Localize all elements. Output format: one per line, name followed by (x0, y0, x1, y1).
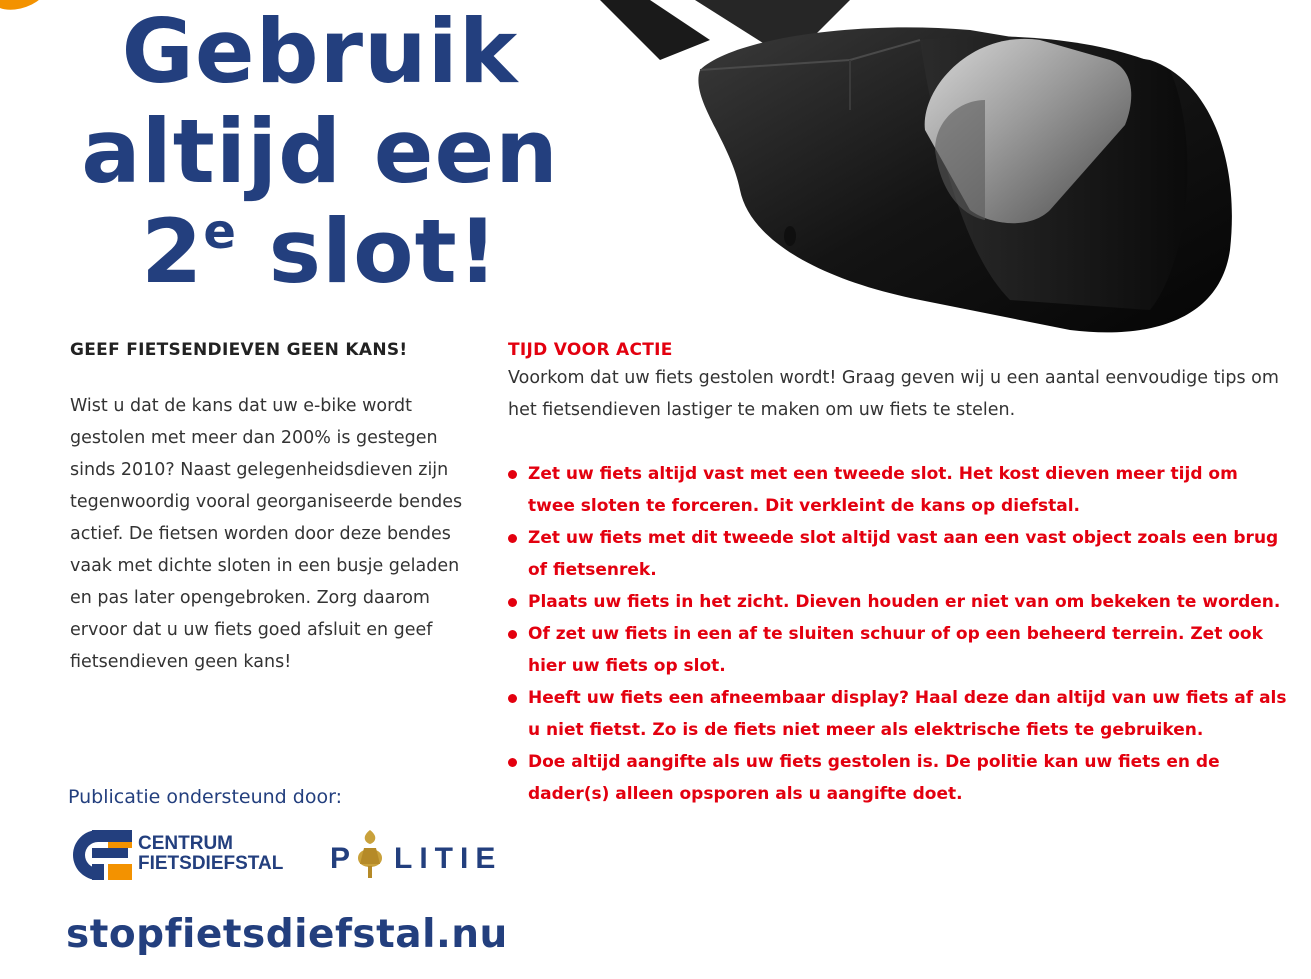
tip-text: Zet uw fiets met dit tweede slot altijd vast aan een vast object zoals een brug of fietsenrek. (528, 528, 1279, 580)
list-item (508, 522, 1288, 586)
politie-emblem-icon (352, 828, 392, 884)
headline-number: 2 (141, 200, 204, 303)
bullet-icon (508, 630, 517, 639)
tip-text: Plaats uw fiets in het zicht. Dieven houden er niet van om bekeken te worden. (528, 592, 1281, 612)
headline-line-3 (60, 202, 580, 302)
headline-rest: slot! (236, 200, 499, 303)
bullet-icon (508, 598, 517, 607)
list-item (508, 618, 1288, 682)
list-item (508, 682, 1288, 746)
headline (60, 2, 580, 302)
left-column (70, 340, 475, 678)
lead-paragraph: Voorkom dat uw fiets gestolen wordt! Graag geven wij u een aantal eenvoudige tips om het fietsendieven lastiger te maken om uw fiets te stelen. (508, 368, 1279, 420)
left-heading: GEEF FIETSENDIEVEN GEEN KANS! (70, 340, 408, 360)
right-column (508, 340, 1288, 810)
bike-lock-image (590, 0, 1311, 340)
tips-list (508, 458, 1288, 810)
bullet-icon (508, 470, 517, 479)
bullet-icon (508, 534, 517, 543)
centrum-fietsdiefstal-logo (68, 828, 308, 884)
right-heading: TIJD VOOR ACTIE (508, 340, 673, 360)
orange-corner-decoration (0, 0, 54, 17)
tip-text: Heeft uw fiets een afneembaar display? Haal deze dan altijd van uw fiets af als u niet fietst. Zo is de fiets niet meer als elektrische fiets te gebruiken. (528, 688, 1287, 740)
centrum-fietsdiefstal-icon (68, 830, 132, 880)
cf-line-1: CENTRUM (138, 833, 233, 854)
bullet-icon (508, 694, 517, 703)
politie-letter-p: P (330, 842, 356, 875)
tip-text: Doe altijd aangifte als uw fiets gestolen is. De politie kan uw fiets en de dader(s) alleen opsporen als u aangifte doet. (528, 752, 1220, 804)
list-item (508, 586, 1288, 618)
headline-line-1: Gebruik (121, 0, 519, 103)
list-item (508, 458, 1288, 522)
headline-superscript: e (203, 204, 237, 260)
website-url: stopfietsdiefstal.nu (66, 912, 508, 957)
centrum-fietsdiefstal-text (138, 834, 283, 874)
tip-text: Of zet uw fiets in een af te sluiten schuur of op een beheerd terrein. Zet ook hier uw fiets op slot. (528, 624, 1263, 676)
list-item (508, 746, 1288, 810)
politie-letters: LITIE (394, 842, 503, 875)
cf-line-2: FIETSDIEFSTAL (138, 853, 284, 874)
bullet-icon (508, 758, 517, 767)
intro-paragraph: Wist u dat de kans dat uw e-bike wordt gestolen met meer dan 200% is gestegen sinds 2010? Naast gelegenheidsdieven zijn tegenwoordig vooral georganiseerde bendes actief. De fietsen worden door deze bendes vaak met dichte sloten in een busje geladen en pas later opengebroken. Zorg daarom ervoor dat u uw fiets goed afsluit en geef fietsendieven geen kans! (70, 396, 463, 672)
tip-text: Zet uw fiets altijd vast met een tweede slot. Het kost dieven meer tijd om twee sloten te forceren. Dit verkleint de kans op diefstal. (528, 464, 1238, 516)
politie-logo (330, 828, 510, 884)
supported-by-label: Publicatie ondersteund door: (68, 786, 342, 808)
headline-line-2: altijd een (81, 100, 559, 203)
